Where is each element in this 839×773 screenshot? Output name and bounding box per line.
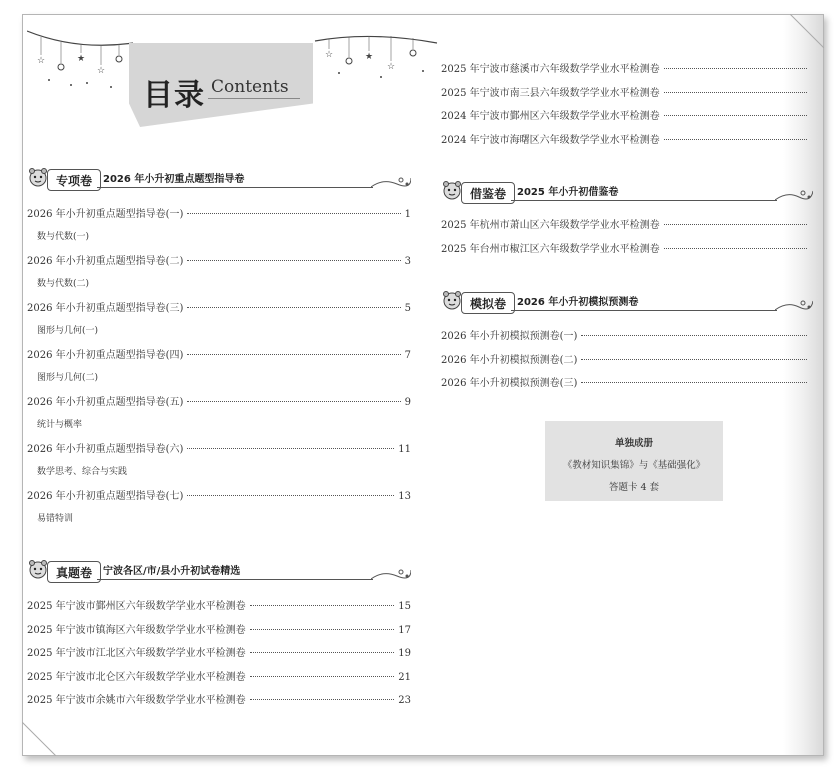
toc-entry[interactable] — [441, 351, 811, 365]
toc-entry-title: 2026 年小升初模拟预测卷(三) — [441, 378, 578, 389]
toc-entry-title: 2024 年宁波市鄞州区六年级数学学业水平检测卷 — [441, 111, 660, 122]
section-special-header — [27, 168, 411, 190]
toc-entry-title: 2024 年宁波市海曙区六年级数学学业水平检测卷 — [441, 134, 660, 146]
toc-entry[interactable] — [441, 327, 811, 341]
vine-decoration — [371, 566, 411, 582]
corner-crease-bottom-left — [22, 722, 56, 756]
svg-text:☆: ☆ — [387, 62, 396, 72]
toc-entry[interactable] — [27, 205, 411, 219]
mascot-icon — [441, 179, 463, 201]
toc-entry[interactable] — [27, 252, 411, 266]
toc-entry-page: 15 — [398, 601, 411, 612]
toc-entry-page: 13 — [398, 491, 411, 502]
toc-entry-page: 23 — [398, 695, 411, 706]
section-rule — [511, 200, 777, 201]
toc-entry[interactable] — [27, 440, 411, 454]
toc-entry[interactable] — [27, 346, 411, 360]
dot-leader — [664, 68, 807, 69]
title-english: Contents — [211, 77, 289, 97]
dot-leader — [581, 359, 807, 360]
toc-entry[interactable] — [27, 668, 411, 682]
vine-decoration — [371, 174, 411, 190]
toc-entry-title: 2026 年小升初重点题型指导卷(三) — [27, 303, 184, 314]
hanging-stars-right-decoration — [311, 27, 441, 87]
section-badge: 专项卷 — [47, 169, 101, 191]
toc-entry-page: 9 — [404, 397, 411, 408]
vine-decoration — [775, 187, 813, 203]
toc-entry-subtitle: 易错特训 — [37, 514, 74, 524]
section-title: 2026 年小升初重点题型指导卷 — [103, 174, 245, 185]
svg-text:☆: ☆ — [37, 56, 46, 66]
section-badge: 真题卷 — [47, 561, 101, 583]
section-rule — [97, 187, 373, 188]
toc-entry-title: 2025 年台州市椒江区六年级数学学业水平检测卷 — [441, 243, 660, 255]
dot-leader — [250, 605, 395, 606]
toc-entry-title: 2025 年宁波市鄞州区六年级数学学业水平检测卷 — [27, 601, 246, 612]
section-rule — [511, 310, 777, 311]
toc-entry-page: 21 — [398, 671, 411, 683]
toc-entry-page: 17 — [398, 624, 411, 636]
toc-entry[interactable] — [441, 84, 811, 98]
toc-entry-title: 2025 年宁波市慈溪市六年级数学学业水平检测卷 — [441, 64, 660, 75]
toc-entry-title: 2025 年宁波市北仑区六年级数学学业水平检测卷 — [27, 671, 246, 683]
dot-leader — [664, 115, 807, 116]
mascot-icon — [27, 558, 49, 580]
section-badge: 模拟卷 — [461, 292, 515, 314]
title-chinese: 目录 — [143, 78, 205, 113]
toc-entry[interactable] — [27, 644, 411, 658]
toc-entry-subtitle: 图形与几何(二) — [37, 373, 99, 383]
toc-entry-title: 2025 年宁波市江北区六年级数学学业水平检测卷 — [27, 648, 246, 659]
toc-page — [22, 14, 824, 756]
svg-text:★: ★ — [77, 54, 86, 64]
dot-leader — [187, 213, 400, 214]
toc-entry-title: 2026 年小升初模拟预测卷(二) — [441, 354, 578, 366]
toc-entry-subtitle: 数与代数(一) — [37, 232, 90, 242]
mascot-icon — [27, 166, 49, 188]
dot-leader — [250, 676, 395, 677]
section-mock-header — [441, 291, 813, 313]
dot-leader — [187, 307, 400, 308]
toc-entry-subtitle: 图形与几何(一) — [37, 326, 99, 336]
toc-entry-title: 2026 年小升初重点题型指导卷(六) — [27, 444, 184, 455]
dot-leader — [664, 248, 807, 249]
standalone-box-title: 单独成册 — [614, 438, 653, 449]
toc-entry-page: 7 — [404, 350, 411, 361]
toc-entry-title: 2026 年小升初重点题型指导卷(七) — [27, 491, 184, 502]
toc-entry[interactable] — [27, 393, 411, 407]
section-title: 2026 年小升初模拟预测卷 — [517, 297, 639, 308]
toc-entry[interactable] — [441, 131, 811, 145]
dot-leader — [187, 401, 400, 402]
toc-entry-title: 2026 年小升初重点题型指导卷(二) — [27, 256, 184, 267]
svg-text:☆: ☆ — [97, 66, 106, 76]
dot-leader — [187, 495, 394, 496]
toc-entry[interactable] — [441, 216, 811, 230]
dot-leader — [664, 92, 807, 93]
toc-entry[interactable] — [27, 621, 411, 635]
mascot-icon — [441, 289, 463, 311]
toc-entry-title: 2026 年小升初重点题型指导卷(五) — [27, 397, 184, 408]
dot-leader — [187, 354, 400, 355]
svg-text:★: ★ — [365, 52, 374, 62]
toc-entry-title: 2026 年小升初重点题型指导卷(一) — [27, 209, 184, 220]
corner-crease-top-right — [790, 14, 824, 48]
dot-leader — [187, 260, 400, 261]
toc-entry-title: 2025 年宁波市镇海区六年级数学学业水平检测卷 — [27, 624, 246, 636]
standalone-info-box — [545, 421, 723, 501]
toc-entry[interactable] — [441, 107, 811, 121]
section-badge: 借鉴卷 — [461, 182, 515, 204]
toc-entry-page: 3 — [404, 256, 411, 267]
toc-entry-title: 2026 年小升初模拟预测卷(一) — [441, 331, 578, 342]
standalone-box-line2: 答题卡 4 套 — [608, 482, 660, 493]
standalone-box-line1: 《教材知识集锦》与《基础强化》 — [562, 460, 706, 471]
toc-entry-title: 2026 年小升初重点题型指导卷(四) — [27, 350, 184, 361]
toc-entry[interactable] — [441, 60, 811, 74]
dot-leader — [250, 699, 395, 700]
toc-entry[interactable] — [441, 374, 811, 388]
toc-entry-subtitle: 统计与概率 — [37, 420, 83, 430]
section-real-header — [27, 560, 411, 582]
dot-leader — [250, 629, 395, 630]
dot-leader — [250, 652, 395, 653]
toc-entry[interactable] — [27, 487, 411, 501]
toc-entry-title: 2025 年杭州市萧山区六年级数学学业水平检测卷 — [441, 220, 660, 231]
svg-text:☆: ☆ — [325, 50, 334, 60]
toc-entry-subtitle: 数学思考、综合与实践 — [37, 467, 128, 477]
toc-entry-page: 5 — [404, 303, 411, 314]
section-rule — [97, 579, 373, 580]
toc-entry-page: 11 — [398, 444, 411, 455]
toc-entry[interactable] — [27, 299, 411, 313]
dot-leader — [581, 382, 807, 383]
toc-entry-page: 1 — [404, 209, 411, 220]
toc-entry-title: 2025 年宁波市余姚市六年级数学学业水平检测卷 — [27, 695, 246, 706]
toc-entry[interactable] — [27, 597, 411, 611]
dot-leader — [581, 335, 807, 336]
toc-entry-subtitle: 数与代数(二) — [37, 279, 90, 289]
toc-entry[interactable] — [27, 691, 411, 705]
dot-leader — [664, 224, 807, 225]
vine-decoration — [775, 297, 813, 313]
toc-entry[interactable] — [441, 240, 811, 254]
hanging-stars-left-decoration — [27, 25, 137, 95]
toc-entry-page: 19 — [398, 648, 411, 659]
title-underline — [208, 98, 300, 99]
section-title: 宁波各区/市/县小升初试卷精选 — [103, 566, 241, 577]
section-title: 2025 年小升初借鉴卷 — [517, 187, 619, 198]
toc-entry-title: 2025 年宁波市南三县六年级数学学业水平检测卷 — [441, 87, 660, 99]
section-borrow-header — [441, 181, 813, 203]
dot-leader — [187, 448, 394, 449]
dot-leader — [664, 139, 807, 140]
